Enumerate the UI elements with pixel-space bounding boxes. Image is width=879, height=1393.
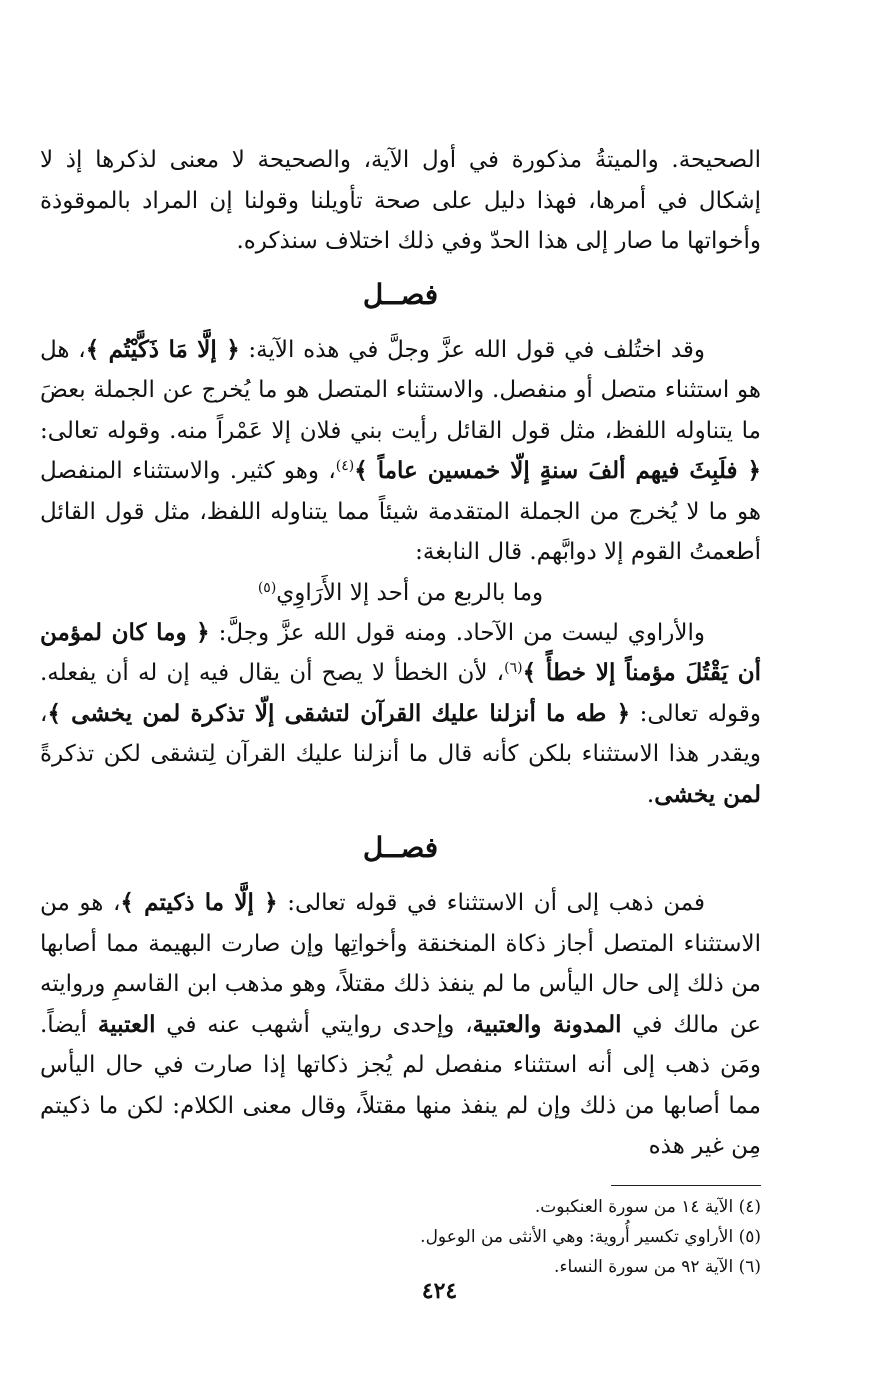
book-title: العتبية	[97, 1010, 156, 1038]
section1-paragraph-2	[40, 613, 761, 816]
text-run: والأراوي ليست من الآحاد. ومنه قول الله عزَّ وجلَّ:	[209, 619, 705, 646]
quran-quote: ﴿ إلَّا ما ذكيتم ﴾	[120, 889, 278, 916]
book-title: المدونة والعتبية	[472, 1010, 622, 1038]
intro-text: الصحيحة. والميتةُ مذكورة في أول الآية، والصحيحة لا معنى لذكرها إذ لا إشكال في أمرها، فهذا دليل على صحة تأويلنا وقولنا إن المراد بالموقوذة وأخواتها ما صار إلى هذا الحدّ وفي ذلك اختلاف سنذكره.	[40, 147, 761, 254]
quran-quote: ﴿ طه ما أنزلنا عليك القرآن لتشقى إلّا تذكرة لمن يخشى ﴾	[47, 699, 631, 727]
poetry-verse	[40, 573, 761, 613]
section-heading-2: فصــل	[362, 831, 439, 864]
text-run: فمن ذهب إلى أن الاستثناء في قوله تعالى:	[277, 890, 706, 916]
text-run: ، هو من الاستثناء المتصل أجاز ذكاة المنخنقة وأخواتِها وإن صارت البهيمة مما أصابها من ذلك إلى حال اليأس ما لم ينفذ ذلك مقتلاً، وهو مذهب ابن القاسمِ وروايته عن مالك في	[40, 890, 761, 1038]
quran-quote: ﴿ وما كان لمؤمن أن يَقْتُلَ مؤمناً إلا خطأً ﴾	[40, 618, 762, 686]
footnotes	[40, 1192, 761, 1282]
text-run: ، لأن الخطأ لا يصح أن يقال فيه إن له أن يفعله. وقوله تعالى:	[40, 660, 761, 727]
section1-paragraph-1	[40, 330, 761, 573]
quran-quote: ﴿ فلَبِثَ فيهم ألفَ سنةٍ إلّا خمسين عاماً ﴾	[354, 457, 761, 484]
section-heading-1: فصــل	[362, 277, 439, 311]
section2-paragraph-1	[40, 883, 761, 1167]
footnote-4: (٤) الآية ١٤ من سورة العنكبوت.	[534, 1196, 761, 1217]
footnote-ref: (٥)	[257, 579, 277, 596]
footnote-ref: (٤)	[335, 458, 355, 474]
footnote-6: (٦) الآية ٩٢ من سورة النساء.	[554, 1256, 761, 1277]
footnote-5: (٥) الأراوي تكسير أُروية: وهي الأنثى من الوعول.	[420, 1226, 761, 1247]
verse-text: وما بالربع من أحد إلا الأَرَاوِي	[276, 579, 544, 606]
bold-phrase: لمن يخشى	[654, 780, 761, 808]
text-run: ، هل هو استثناء متصل أو منفصل. والاستثناء المتصل هو ما يُخرج عن الجملة بعضَ ما يتناوله اللفظ، مثل قول القائل رأيت بني فلان إلا عَمْراً منه. وقوله تعالى:	[40, 336, 761, 444]
intro-paragraph	[40, 140, 761, 262]
footnote-divider	[611, 1185, 761, 1186]
text-run: أيضاً. ومَن ذهب إلى أنه استثناء منفصل لم يُجز ذكاتها إذا صارت في حال اليأس مما أصابها من ذلك وإن لم ينفذ منها مقتلاً، وقال معنى الكلام: لكن ما ذكيتم مِن غير هذه	[40, 1011, 761, 1159]
quran-quote: ﴿ إلَّا مَا ذَكَّيْتُم ﴾	[85, 335, 240, 363]
text-run: وقد اختُلف في قول الله عزَّ وجلَّ في هذه الآية:	[239, 336, 705, 363]
text-run: .	[646, 781, 655, 808]
footnote-ref: (٦)	[504, 660, 523, 676]
text-run: ، ويقدر هذا الاستثناء بلكن كأنه قال ما أنزلنا عليك القرآن لِتشقى لكن تذكرةً	[40, 700, 761, 767]
text-run: ، وهو كثير. والاستثناء المنفصل هو ما لا يُخرج من الجملة المتقدمة شيئاً مما يتناوله اللفظ، مثل قول القائل أطعمتُ القوم إلا دوابَّهم. قال النابغة:	[40, 458, 761, 565]
text-run: ، وإحدى روايتي أشهب عنه في	[155, 1011, 473, 1038]
page-number: ٤٢٤	[421, 1278, 458, 1304]
